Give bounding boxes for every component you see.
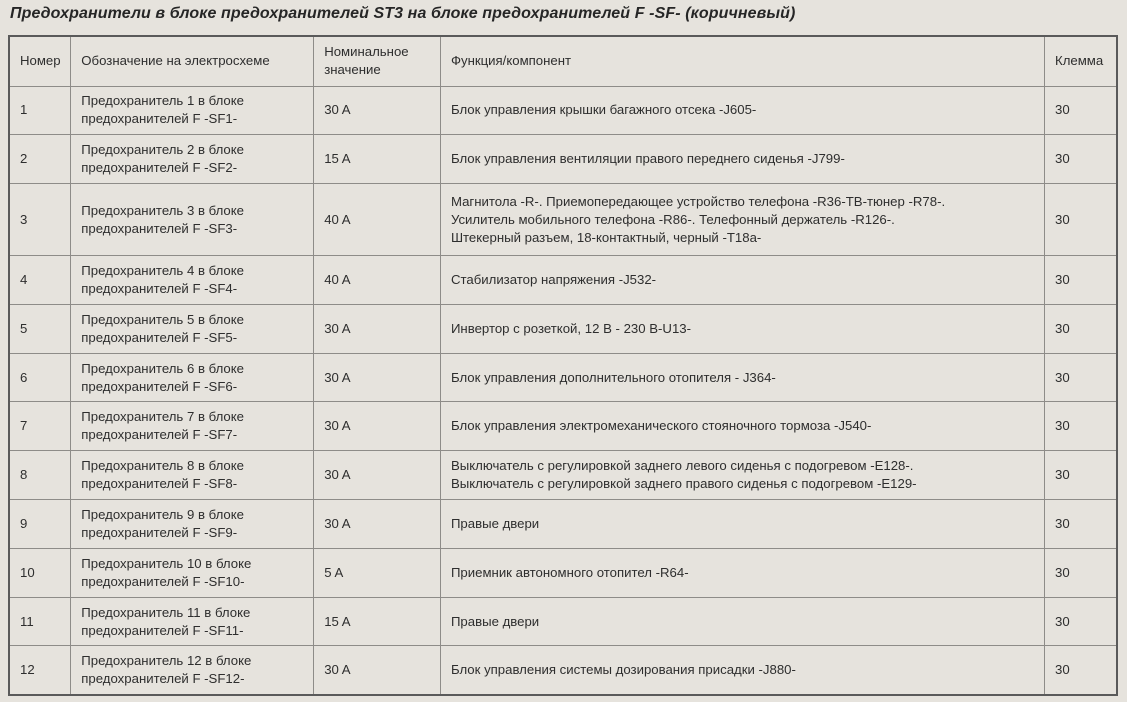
cell-number: 7 (9, 402, 71, 451)
cell-terminal: 30 (1045, 548, 1117, 597)
designation-line: предохранителей F -SF5- (81, 329, 238, 345)
cell-function (440, 304, 1044, 353)
designation-line: предохранителей F -SF4- (81, 280, 238, 296)
designation-line: предохранителей F -SF7- (81, 427, 238, 443)
function-line: Блок управления вентиляции правого переднего сиденья -J799- (450, 151, 845, 167)
cell-function (440, 500, 1044, 549)
designation-line: Предохранитель 1 в блоке (81, 93, 245, 109)
designation-line: предохранителей F -SF12- (81, 671, 245, 687)
cell-rating: 40 A (314, 256, 441, 305)
cell-function (440, 451, 1044, 500)
table-row (9, 451, 1117, 500)
cell-designation (71, 86, 314, 135)
table-row (9, 646, 1117, 695)
cell-designation (71, 548, 314, 597)
cell-function (440, 548, 1044, 597)
cell-number: 9 (9, 500, 71, 549)
designation-line: предохранителей F -SF1- (81, 111, 238, 127)
designation-line: Предохранитель 8 в блоке (81, 458, 245, 474)
cell-rating: 30 A (314, 451, 441, 500)
cell-function (440, 402, 1044, 451)
cell-rating: 30 A (314, 86, 441, 135)
cell-terminal: 30 (1045, 402, 1117, 451)
cell-rating: 5 A (314, 548, 441, 597)
designation-line: предохранителей F -SF3- (81, 220, 238, 236)
header-function: Функция/компонент (440, 36, 1044, 86)
cell-function (440, 597, 1044, 646)
function-line: Блок управления крышки багажного отсека -J605- (450, 102, 757, 118)
table-row (9, 353, 1117, 402)
table-row (9, 500, 1117, 549)
function-line: Приемник автономного отопител -R64- (450, 564, 689, 580)
cell-number: 12 (9, 646, 71, 695)
table-header-row (9, 36, 1117, 86)
cell-terminal: 30 (1045, 135, 1117, 184)
cell-designation (71, 597, 314, 646)
cell-number: 6 (9, 353, 71, 402)
cell-designation (71, 304, 314, 353)
designation-line: предохранителей F -SF9- (81, 524, 238, 540)
cell-number: 5 (9, 304, 71, 353)
designation-line: Предохранитель 12 в блоке (81, 653, 252, 669)
designation-line: предохранителей F -SF8- (81, 476, 238, 492)
function-line: Инвертор с розеткой, 12 B - 230 B-U13- (450, 320, 692, 336)
cell-terminal: 30 (1045, 353, 1117, 402)
table-row (9, 256, 1117, 305)
cell-rating: 15 A (314, 135, 441, 184)
cell-number: 10 (9, 548, 71, 597)
cell-number: 3 (9, 184, 71, 256)
header-designation: Обозначение на электросхеме (71, 36, 314, 86)
cell-number: 8 (9, 451, 71, 500)
cell-number: 11 (9, 597, 71, 646)
function-line: Правые двери (450, 515, 540, 531)
cell-designation (71, 646, 314, 695)
cell-designation (71, 135, 314, 184)
cell-terminal: 30 (1045, 304, 1117, 353)
cell-rating: 30 A (314, 402, 441, 451)
table-row (9, 86, 1117, 135)
designation-line: Предохранитель 4 в блоке (81, 262, 245, 278)
cell-designation (71, 353, 314, 402)
table-row (9, 402, 1117, 451)
function-line: Усилитель мобильного телефона -R86-. Телефонный держатель -R126-. (450, 211, 895, 227)
cell-terminal: 30 (1045, 500, 1117, 549)
cell-terminal: 30 (1045, 86, 1117, 135)
function-line: Блок управления системы дозирования присадки -J880- (450, 662, 796, 678)
cell-designation (71, 451, 314, 500)
cell-terminal: 30 (1045, 646, 1117, 695)
cell-rating: 40 A (314, 184, 441, 256)
cell-function (440, 86, 1044, 135)
cell-function (440, 353, 1044, 402)
function-line: Правые двери (450, 613, 540, 629)
cell-function (440, 646, 1044, 695)
cell-designation (71, 256, 314, 305)
header-rating: Номинальное значение (314, 36, 441, 86)
cell-rating: 30 A (314, 646, 441, 695)
function-line: Блок управления дополнительного отопителя - J364- (450, 369, 776, 385)
cell-number: 1 (9, 86, 71, 135)
cell-terminal: 30 (1045, 597, 1117, 646)
designation-line: Предохранитель 6 в блоке (81, 360, 245, 376)
table-body (9, 86, 1117, 695)
cell-designation (71, 500, 314, 549)
designation-line: Предохранитель 3 в блоке (81, 202, 245, 218)
function-line: Блок управления электромеханического стояночного тормоза -J540- (450, 418, 872, 434)
cell-rating: 15 A (314, 597, 441, 646)
cell-terminal: 30 (1045, 256, 1117, 305)
cell-number: 4 (9, 256, 71, 305)
table-row (9, 548, 1117, 597)
designation-line: предохранителей F -SF6- (81, 378, 238, 394)
cell-number: 2 (9, 135, 71, 184)
cell-function (440, 135, 1044, 184)
designation-line: Предохранитель 2 в блоке (81, 142, 245, 158)
function-line: Стабилизатор напряжения -J532- (450, 271, 657, 287)
designation-line: Предохранитель 10 в блоке (81, 555, 252, 571)
cell-designation (71, 402, 314, 451)
cell-rating: 30 A (314, 304, 441, 353)
designation-line: предохранителей F -SF10- (81, 573, 245, 589)
table-row (9, 184, 1117, 256)
cell-terminal: 30 (1045, 184, 1117, 256)
fuse-table (8, 35, 1118, 696)
designation-line: Предохранитель 9 в блоке (81, 506, 245, 522)
designation-line: Предохранитель 11 в блоке (81, 604, 251, 620)
table-row (9, 597, 1117, 646)
header-number: Номер (9, 36, 71, 86)
cell-function (440, 256, 1044, 305)
cell-rating: 30 A (314, 500, 441, 549)
header-terminal: Клемма (1045, 36, 1117, 86)
cell-function (440, 184, 1044, 256)
designation-line: предохранителей F -SF2- (81, 160, 238, 176)
designation-line: Предохранитель 7 в блоке (81, 409, 245, 425)
function-line: Выключатель с регулировкой заднего левого сиденья с подогревом -E128-. (450, 458, 914, 474)
function-line: Магнитола -R-. Приемопередающее устройство телефона -R36-TB-тюнер -R78-. (450, 193, 946, 209)
cell-rating: 30 A (314, 353, 441, 402)
table-row (9, 304, 1117, 353)
page-title: Предохранители в блоке предохранителей ST3 на блоке предохранителей F -SF- (коричневый) (10, 5, 796, 22)
designation-line: Предохранитель 5 в блоке (81, 311, 245, 327)
cell-terminal: 30 (1045, 451, 1117, 500)
function-line: Выключатель с регулировкой заднего правого сиденья с подогревом -E129- (450, 476, 917, 492)
cell-designation (71, 184, 314, 256)
function-line: Штекерный разъем, 18-контактный, черный -T18a- (450, 229, 762, 245)
table-row (9, 135, 1117, 184)
designation-line: предохранителей F -SF11- (81, 622, 244, 638)
